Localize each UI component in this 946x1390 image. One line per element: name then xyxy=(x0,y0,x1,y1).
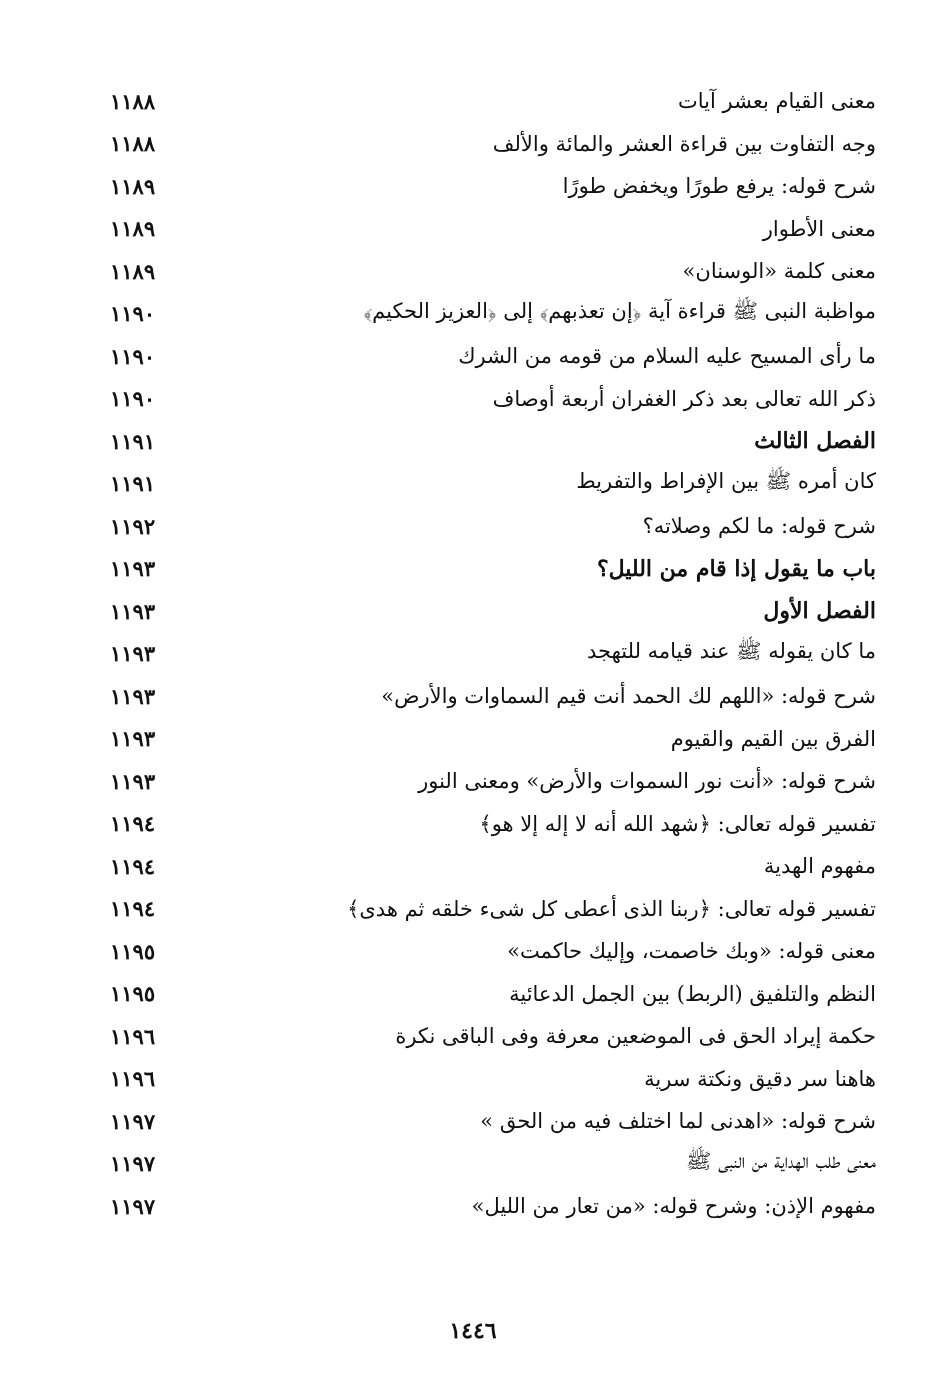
toc-entry-row xyxy=(110,293,876,336)
toc-entry-page: ١١٩٠ xyxy=(110,301,156,327)
toc-entry-row xyxy=(110,888,876,931)
toc-entry-row xyxy=(110,463,876,506)
toc-entry-page: ١١٩٣ xyxy=(110,641,156,667)
toc-entry-row xyxy=(110,378,876,421)
toc-entry-title: تفسير قوله تعالى: ﴿شهد الله أنه لا إله إلا هو﴾ xyxy=(479,811,876,836)
toc-entry-title: الفصل الأول xyxy=(763,598,876,625)
toc-entry-title: شرح قوله: «اللهم لك الحمد أنت قيم السماوات والأرض» xyxy=(381,684,876,709)
toc-entry-title: هاهنا سر دقيق ونكتة سرية xyxy=(644,1066,876,1091)
toc-entry-page: ١١٩٠ xyxy=(110,343,156,369)
toc-entry-page: ١١٨٩ xyxy=(110,258,156,284)
toc-entry-row xyxy=(110,973,876,1016)
toc-entry-title: شرح قوله: يرفع طورًا ويخفض طورًا xyxy=(562,174,876,199)
toc-entry-page: ١١٩٧ xyxy=(110,1151,156,1177)
toc-entry-page: ١١٨٩ xyxy=(110,173,156,199)
toc-entry-title: ذكر الله تعالى بعد ذكر الغفران أربعة أوصاف xyxy=(492,386,876,411)
toc-entry-row xyxy=(110,80,876,123)
toc-entry-row xyxy=(110,1100,876,1143)
toc-entry-title: شرح قوله: ما لكم وصلاته؟ xyxy=(642,514,876,539)
toc-entry-page: ١١٩١ xyxy=(110,428,156,454)
toc-entry-row xyxy=(110,1143,876,1186)
toc-entry-page: ١١٩٥ xyxy=(110,981,156,1007)
toc-entry-page: ١١٩٤ xyxy=(110,896,156,922)
table-of-contents xyxy=(110,80,876,1228)
toc-entry-page: ١١٩٦ xyxy=(110,1023,156,1049)
toc-entry-title: ما رأى المسيح عليه السلام من قومه من الشرك xyxy=(458,344,876,369)
toc-entry-title: الفرق بين القيم والقيوم xyxy=(670,726,876,751)
toc-entry-title: مواظبة النبى ﷺ قراءة آية ﴿إن تعذبهم﴾ إلى ﴿العزيز الحكيم﴾ xyxy=(363,299,876,324)
toc-entry-row xyxy=(110,505,876,548)
toc-entry-title: شرح قوله: «أنت نور السموات والأرض» ومعنى النور xyxy=(418,769,876,794)
toc-entry-row xyxy=(110,930,876,973)
toc-entry-title: شرح قوله: «اهدنى لما اختلف فيه من الحق » xyxy=(480,1109,876,1134)
toc-entry-page: ١١٩٥ xyxy=(110,938,156,964)
toc-entry-row xyxy=(110,123,876,166)
toc-entry-row xyxy=(110,165,876,208)
toc-entry-page: ١١٩٠ xyxy=(110,386,156,412)
toc-entry-page: ١١٩٦ xyxy=(110,1066,156,1092)
toc-entry-title: معنى القيام بعشر آيات xyxy=(678,89,876,114)
toc-entry-row xyxy=(110,633,876,676)
toc-entry-page: ١١٨٩ xyxy=(110,216,156,242)
toc-entry-row xyxy=(110,335,876,378)
toc-entry-row xyxy=(110,1015,876,1058)
toc-entry-page: ١١٩٣ xyxy=(110,683,156,709)
toc-entry-title: مفهوم الهدية xyxy=(763,854,876,879)
toc-entry-row xyxy=(110,250,876,293)
toc-entry-title: معنى طلب الهداية من النبى ﷺ xyxy=(686,1149,876,1174)
toc-entry-title: مفهوم الإذن: وشرح قوله: «من تعار من الليل» xyxy=(471,1194,876,1219)
toc-entry-title: حكمة إيراد الحق فى الموضعين معرفة وفى الباقى نكرة xyxy=(395,1024,876,1049)
toc-entry-row xyxy=(110,803,876,846)
toc-entry-row xyxy=(110,208,876,251)
page-number: ١٤٤٦ xyxy=(449,1318,497,1344)
toc-entry-title: معنى كلمة «الوسنان» xyxy=(682,259,876,284)
toc-entry-page: ١١٩٤ xyxy=(110,811,156,837)
toc-entry-page: ١١٩٧ xyxy=(110,1193,156,1219)
toc-entry-page: ١١٩٣ xyxy=(110,726,156,752)
toc-entry-page: ١١٨٨ xyxy=(110,88,156,114)
toc-entry-title: النظم والتلفيق (الربط) بين الجمل الدعائية xyxy=(509,981,876,1006)
toc-entry-title: كان أمره ﷺ بين الإفراط والتفريط xyxy=(576,469,876,494)
toc-entry-title: ما كان يقوله ﷺ عند قيامه للتهجد xyxy=(587,639,876,664)
toc-entry-row xyxy=(110,1185,876,1228)
toc-heading-row xyxy=(110,590,876,633)
toc-entry-title: تفسير قوله تعالى: ﴿ربنا الذى أعطى كل شىء خلقه ثم هدى﴾ xyxy=(347,896,876,921)
toc-entry-page: ١١٩٣ xyxy=(110,768,156,794)
toc-entry-page: ١١٩٣ xyxy=(110,556,156,582)
toc-entry-row xyxy=(110,718,876,761)
toc-entry-row xyxy=(110,675,876,718)
toc-entry-title: معنى الأطوار xyxy=(762,216,876,241)
toc-heading-row xyxy=(110,420,876,463)
toc-entry-row xyxy=(110,1058,876,1101)
toc-entry-title: الفصل الثالث xyxy=(754,428,876,455)
toc-entry-page: ١١٩١ xyxy=(110,471,156,497)
toc-heading-row xyxy=(110,548,876,591)
toc-entry-title: معنى قوله: «وبك خاصمت، وإليك حاكمت» xyxy=(507,939,876,964)
toc-entry-row xyxy=(110,845,876,888)
toc-entry-page: ١١٩٣ xyxy=(110,598,156,624)
toc-entry-row xyxy=(110,760,876,803)
toc-entry-title: باب ما يقول إذا قام من الليل؟ xyxy=(596,555,876,582)
toc-entry-page: ١١٩٧ xyxy=(110,1108,156,1134)
toc-entry-title: وجه التفاوت بين قراءة العشر والمائة والألف xyxy=(492,131,876,156)
toc-entry-page: ١١٩٢ xyxy=(110,513,156,539)
toc-entry-page: ١١٨٨ xyxy=(110,131,156,157)
toc-entry-page: ١١٩٤ xyxy=(110,853,156,879)
